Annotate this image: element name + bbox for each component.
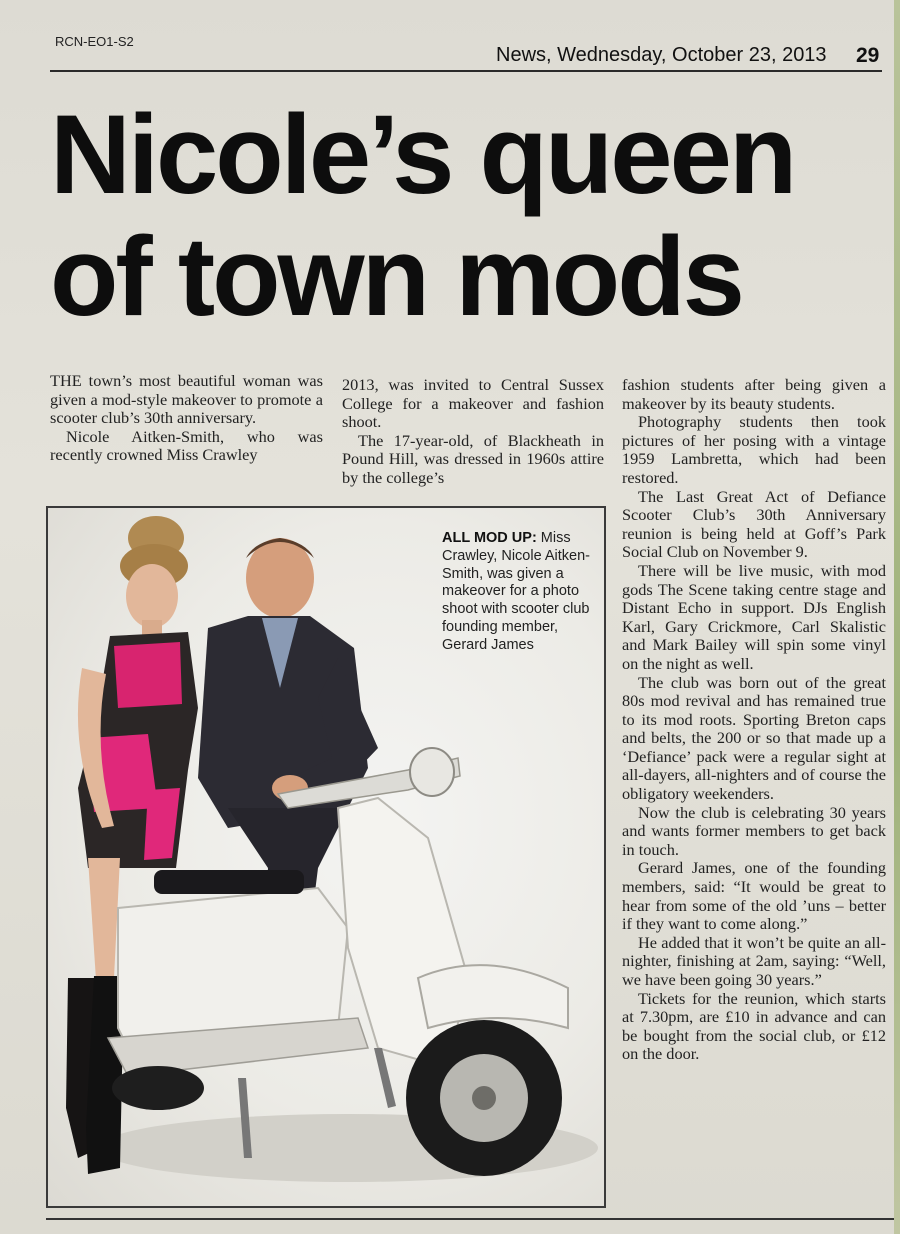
photo-caption bbox=[442, 530, 592, 655]
headline-line-2: of town mods bbox=[50, 214, 742, 339]
article-column-3 bbox=[622, 376, 886, 1064]
paragraph: The 17-year-old, of Blackheath in Pound Hill, was dressed in 1960s attire by the college’s bbox=[342, 430, 604, 487]
paragraph: 2013, was invited to Central Sussex College for a makeover and fashion shoot. bbox=[342, 375, 604, 432]
paragraph: Tickets for the reunion, which starts at 7.30pm, are £10 in advance and can be bought from the social club, or £12 on the door. bbox=[622, 988, 886, 1064]
paragraph: The club was born out of the great 80s mod revival and has remained true to its mod roots. Sporting Breton caps and belts, the 200 or so that made up a ‘Defiance’ pack were a regular sight at all-dayers, all-nighters and of course the obligatory weekenders. bbox=[622, 672, 886, 804]
paragraph: Now the club is celebrating 30 years and wants former members to get back in touch. bbox=[622, 802, 886, 859]
paragraph: The Last Great Act of Defiance Scooter Club’s 30th Anniversary reunion is being held at Goff’s Park Social Club on November 9. bbox=[622, 486, 886, 562]
caption-text: Miss Crawley, Nicole Aitken-Smith, was given a makeover for a photo shoot with scooter club founding member, Gerard James bbox=[442, 530, 591, 653]
caption-kicker: ALL MOD UP: bbox=[442, 530, 537, 546]
header-rule bbox=[50, 70, 882, 72]
article-photo bbox=[46, 506, 606, 1208]
paragraph: Nicole Aitken-Smith, who was recently crowned Miss Crawley bbox=[50, 426, 323, 465]
page-number: 29 bbox=[856, 44, 880, 67]
headline bbox=[50, 94, 890, 338]
paragraph: Photography students then took pictures of her posing with a vintage 1959 Lambretta, which had been restored. bbox=[622, 412, 886, 487]
article-column-1 bbox=[50, 372, 323, 465]
paragraph: fashion students after being given a makeover by its beauty students. bbox=[622, 375, 886, 413]
paragraph: He added that it won’t be quite an all-nighter, finishing at 2am, saying: “Well, we have been going 30 years.” bbox=[622, 932, 886, 989]
section-date: News, Wednesday, October 23, 2013 bbox=[496, 44, 827, 66]
bottom-rule bbox=[46, 1218, 894, 1220]
headline-line-1: Nicole’s queen bbox=[50, 92, 795, 217]
paragraph: THE town’s most beautiful woman was given a mod-style makeover to promote a scooter club’s 30th anniversary. bbox=[50, 371, 323, 428]
page-edge bbox=[894, 0, 900, 1234]
paragraph: Gerard James, one of the founding members, said: “It would be great to hear from some of the old ’uns – better if they want to come along.” bbox=[622, 858, 886, 934]
article-column-2 bbox=[342, 376, 604, 488]
page-code: RCN-EO1-S2 bbox=[55, 34, 134, 49]
paragraph: There will be live music, with mod gods The Scene taking centre stage and Distant Echo in support. DJs English Karl, Gary Crickmore, Carl Skalistic and Mark Bailey will spin some vinyl on the night as well. bbox=[622, 560, 886, 673]
